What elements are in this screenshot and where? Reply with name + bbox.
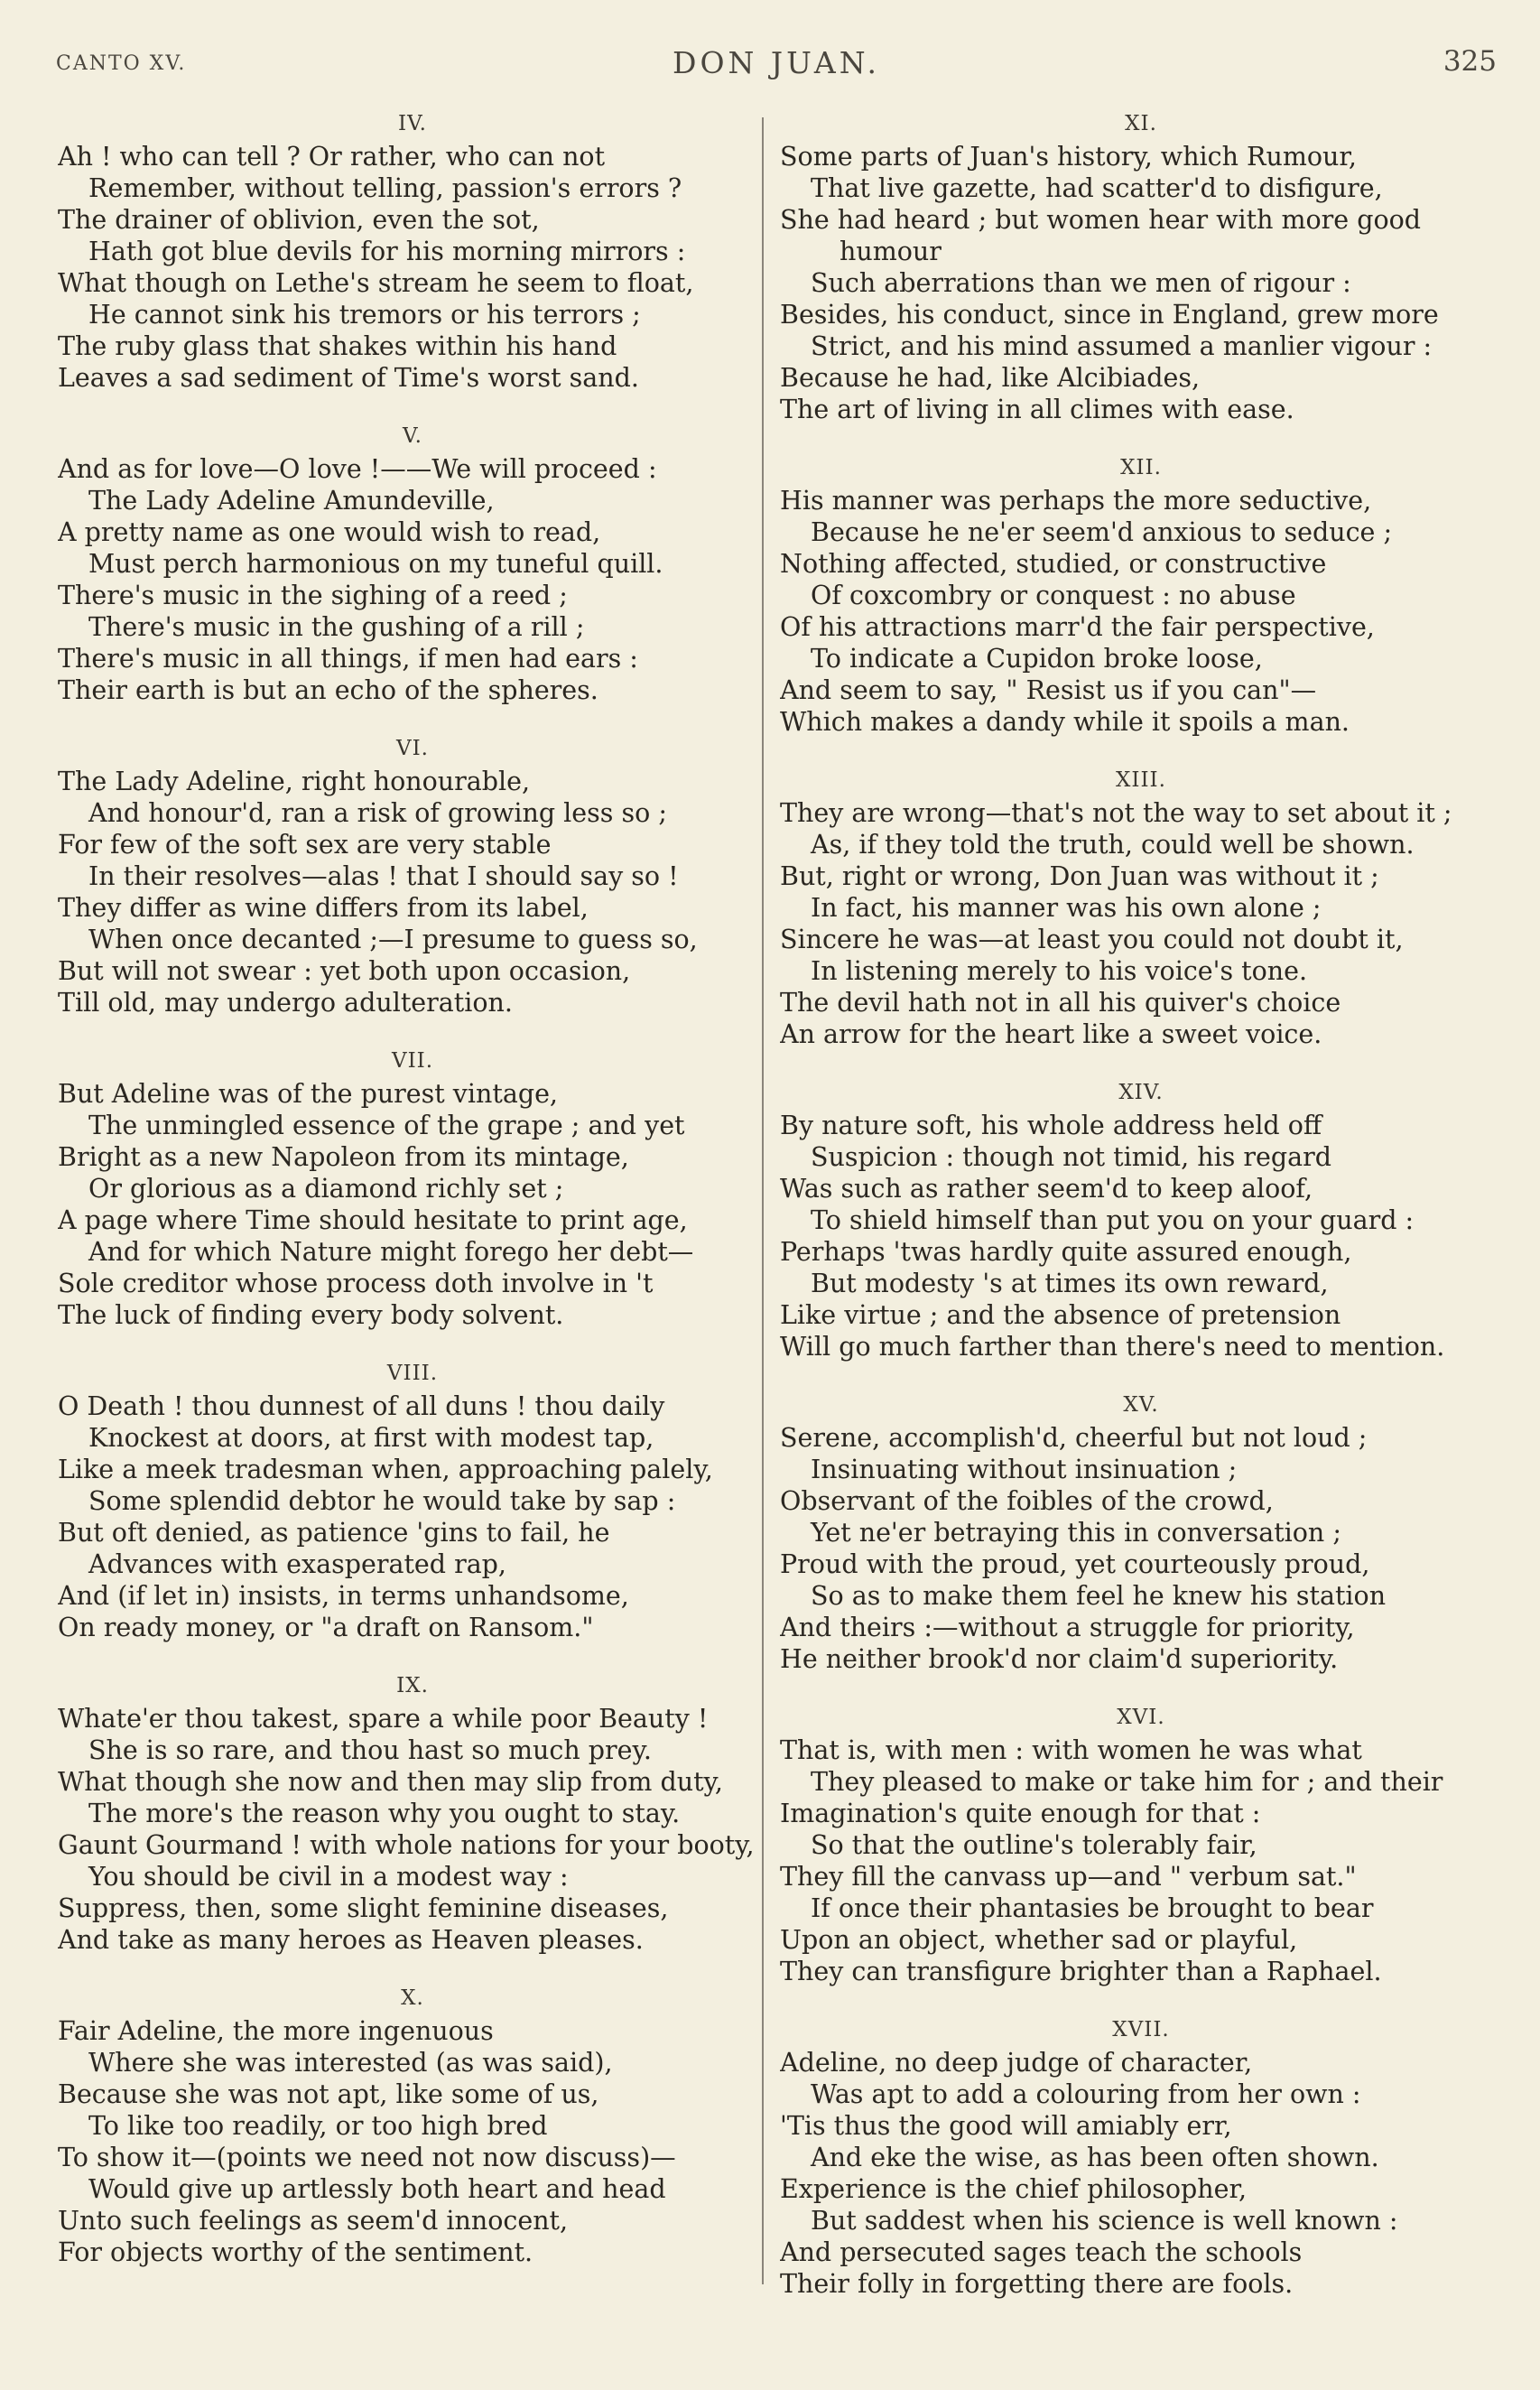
verse-line: Because he ne'er seem'd anxious to seduce ; [811,517,1393,547]
verse-line: And honour'd, ran a risk of growing less so ; [88,798,667,828]
verse-line: Of his attractions marr'd the fair perspective, [780,612,1375,642]
stanza-gap [58,394,767,419]
stanza-numeral: XII. [1120,456,1162,479]
stanza-gap [58,706,767,731]
verse-line: 'Tis thus the good will amiably err, [780,2111,1232,2141]
verse-line: But saddest when his science is well known : [811,2206,1398,2236]
verse-line: Hath got blue devils for his morning mirrors : [88,237,686,266]
verse-line: On ready money, or "a draft on Ransom." [58,1613,594,1642]
verse-line: Sole creditor whose process doth involve in 't [58,1269,654,1298]
verse-line: Leaves a sad sediment of Time's worst sand. [58,363,639,393]
stanza-numeral: VIII. [386,1362,439,1385]
verse-line: And seem to say, " Resist us if you can"— [780,675,1317,705]
verse-line: O Death ! thou dunnest of all duns ! thou daily [58,1391,665,1421]
stanza-gap [780,1987,1502,2013]
verse-line: A pretty name as one would wish to read, [58,517,601,547]
verse-line: The devil hath not in all his quiver's choice [780,988,1341,1018]
right-column [780,107,1502,2300]
stanza-numeral: VII. [391,1049,434,1073]
stanza-gap [780,1050,1502,1075]
verse-line: So that the outline's tolerably fair, [811,1830,1257,1860]
stanza [780,451,1502,738]
running-head-canto: CANTO XV. [56,52,187,75]
verse-line: Strict, and his mind assumed a manlier vigour : [811,331,1433,361]
verse-line: The Lady Adeline, right honourable, [58,767,531,796]
verse-line: Suppress, then, some slight feminine diseases, [58,1893,669,1923]
verse-line: For few of the soft sex are very stable [58,830,552,860]
verse-line: Remember, without telling, passion's errors ? [88,173,682,203]
verse-line: Unto such feelings as seem'd innocent, [58,2206,569,2236]
stanza [780,1388,1502,1675]
stanza-numeral: XV. [1123,1393,1159,1417]
verse-line: Serene, accomplish'd, cheerful but not loud ; [780,1423,1368,1453]
verse-line: A page where Time should hesitate to print age, [58,1205,688,1235]
stanza [58,1669,767,1956]
stanza-gap [780,1362,1502,1388]
stanza [58,731,767,1018]
verse-line: humour [840,237,942,266]
stanza-numeral: XI. [1125,112,1157,135]
verse-line: To like too readily, or too high bred [88,2111,548,2141]
verse-line: By nature soft, his whole address held off [780,1111,1322,1140]
verse-line: There's music in all things, if men had ears : [58,644,638,674]
stanza [780,2013,1502,2300]
verse-line: Till old, may undergo adulteration. [58,988,513,1018]
stanza-gap [780,425,1502,451]
verse-line: Like virtue ; and the absence of pretension [780,1300,1341,1330]
verse-line: To show it—(points we need not now discuss)— [58,2143,676,2172]
stanza-numeral: XVI. [1117,1706,1165,1729]
verse-line: As, if they told the truth, could well be shown. [811,830,1415,860]
stanza-numeral: XIV. [1118,1081,1164,1104]
stanza-numeral: X. [401,1986,424,2010]
verse-line: They pleased to make or take him for ; and their [811,1767,1443,1797]
stanza-gap [780,1675,1502,1700]
verse-line: What though she now and then may slip from duty, [58,1767,723,1797]
verse-line: Their earth is but an echo of the spheres. [58,675,598,705]
verse-line: When once decanted ;—I presume to guess so, [88,925,698,954]
verse-line: Their folly in forgetting there are fools. [780,2269,1294,2299]
verse-line: He neither brook'd nor claim'd superiority. [780,1644,1339,1674]
verse-line: Fair Adeline, the more ingenuous [58,2016,494,2046]
verse-line: The drainer of oblivion, even the sot, [58,205,540,235]
verse-line: In listening merely to his voice's tone. [811,956,1308,986]
verse-line: Advances with exasperated rap, [88,1549,506,1579]
verse-line: Observant of the foibles of the crowd, [780,1486,1274,1516]
stanza-numeral: XVII. [1112,2018,1170,2041]
stanza-gap [58,1018,767,1044]
verse-line: Experience is the chief philosopher, [780,2174,1248,2204]
verse-line: Insinuating without insinuation ; [811,1455,1238,1484]
verse-line: Sincere he was—at least you could not doubt it, [780,925,1404,954]
stanza-numeral: V. [403,424,422,448]
verse-line: And for which Nature might forego her debt— [88,1237,694,1267]
verse-line: But will not swear : yet both upon occasion, [58,956,631,986]
left-column [58,107,767,2268]
verse-line: If once their phantasies be brought to bear [811,1893,1374,1923]
stanza [780,1075,1502,1362]
verse-line: Like a meek tradesman when, approaching palely, [58,1455,713,1484]
verse-line: Which makes a dandy while it spoils a man. [780,707,1350,737]
verse-line: There's music in the gushing of a rill ; [88,612,585,642]
verse-line: You should be civil in a modest way : [88,1862,569,1892]
verse-line: And take as many heroes as Heaven pleases. [58,1925,644,1955]
verse-line: She had heard ; but women hear with more good [780,205,1422,235]
stanza [58,419,767,706]
stanza-numeral: XIII. [1116,768,1166,792]
verse-line: Was such as rather seem'd to keep aloof, [780,1174,1313,1204]
stanza-gap [58,1331,767,1356]
verse-line: But Adeline was of the purest vintage, [58,1079,558,1109]
verse-line: Must perch harmonious on my tuneful quill. [88,549,663,579]
verse-line: There's music in the sighing of a reed ; [58,581,568,610]
stanza [780,763,1502,1050]
verse-line: But oft denied, as patience 'gins to fail, he [58,1518,610,1548]
verse-line: Will go much farther than there's need to mention. [780,1332,1445,1362]
verse-line: What though on Lethe's stream he seem to float, [58,268,694,298]
verse-line: The more's the reason why you ought to stay. [88,1799,681,1828]
verse-line: Some parts of Juan's history, which Rumour, [780,142,1357,172]
verse-line: The unmingled essence of the grape ; and yet [88,1111,685,1140]
verse-line: They differ as wine differs from its label, [58,893,589,923]
verse-line: For objects worthy of the sentiment. [58,2237,533,2267]
verse-line: In fact, his manner was his own alone ; [811,893,1322,923]
running-head-title: DON JUAN. [673,45,880,80]
stanza [780,1700,1502,1987]
stanza [58,1356,767,1643]
verse-line: Would give up artlessly both heart and head [88,2174,666,2204]
verse-line: Or glorious as a diamond richly set ; [88,1174,564,1204]
verse-line: They are wrong—that's not the way to set about it ; [780,798,1452,828]
verse-line: The Lady Adeline Amundeville, [88,486,495,516]
stanza-gap [780,738,1502,763]
verse-line: Proud with the proud, yet courteously proud, [780,1549,1370,1579]
verse-line: To indicate a Cupidon broke loose, [811,644,1263,674]
verse-line: Bright as a new Napoleon from its mintage, [58,1142,629,1172]
verse-line: Where she was interested (as was said), [88,2048,613,2078]
verse-line: Such aberrations than we men of rigour : [811,268,1351,298]
verse-line: And eke the wise, as has been often shown. [811,2143,1379,2172]
verse-line: Yet ne'er betraying this in conversation ; [811,1518,1341,1548]
verse-line: So as to make them feel he knew his station [811,1581,1387,1611]
verse-line: Whate'er thou takest, spare a while poor Beauty ! [58,1704,709,1734]
stanza-gap [58,1643,767,1669]
stanza-gap [58,1956,767,1981]
verse-line: Besides, his conduct, since in England, grew more [780,300,1439,330]
verse-line: Adeline, no deep judge of character, [780,2048,1253,2078]
verse-line: Ah ! who can tell ? Or rather, who can not [58,142,606,172]
verse-line: The art of living in all climes with ease. [780,395,1294,424]
verse-line: They can transfigure brighter than a Raphael. [780,1957,1382,1986]
verse-line: That live gazette, had scatter'd to disfigure, [811,173,1383,203]
verse-line: Nothing affected, studied, or constructive [780,549,1327,579]
verse-line: Gaunt Gourmand ! with whole nations for your booty, [58,1830,755,1860]
verse-line: He cannot sink his tremors or his terrors ; [88,300,641,330]
verse-line: She is so rare, and thou hast so much prey. [88,1735,652,1765]
page-header [56,45,1497,87]
verse-line: In their resolves—alas ! that I should say so ! [88,861,679,891]
verse-line: Some splendid debtor he would take by sap : [88,1486,676,1516]
verse-line: To shield himself than put you on your guard : [811,1205,1415,1235]
stanza-numeral: VI. [395,737,429,760]
verse-line: The ruby glass that shakes within his hand [58,331,617,361]
stanza [58,1044,767,1331]
verse-line: Because she was not apt, like some of us, [58,2079,599,2109]
verse-line: Knockest at doors, at first with modest tap, [88,1423,654,1453]
stanza [58,107,767,394]
stanza [780,107,1502,425]
verse-line: And theirs :—without a struggle for priority, [780,1613,1355,1642]
verse-line: Because he had, like Alcibiades, [780,363,1201,393]
verse-line: And (if let in) insists, in terms unhandsome, [58,1581,629,1611]
verse-line: But modesty 's at times its own reward, [811,1269,1329,1298]
verse-line: And persecuted sages teach the schools [780,2237,1303,2267]
verse-line: But, right or wrong, Don Juan was without it ; [780,861,1379,891]
stanza-numeral: IX. [396,1674,429,1697]
page-number: 325 [1443,45,1497,78]
stanza-numeral: IV. [398,112,427,135]
verse-line: They fill the canvass up—and " verbum sat." [780,1862,1357,1892]
verse-line: And as for love—O love !——We will proceed : [58,454,657,484]
verse-line: Perhaps 'twas hardly quite assured enough, [780,1237,1352,1267]
verse-line: Upon an object, whether sad or playful, [780,1925,1298,1955]
verse-line: The luck of finding every body solvent. [58,1300,564,1330]
verse-line: Suspicion : though not timid, his regard [811,1142,1331,1172]
verse-line: Of coxcombry or conquest : no abuse [811,581,1296,610]
verse-line: Imagination's quite enough for that : [780,1799,1261,1828]
stanza [58,1981,767,2268]
verse-line: An arrow for the heart like a sweet voice. [780,1019,1322,1049]
verse-line: That is, with men : with women he was what [780,1735,1362,1765]
verse-line: Was apt to add a colouring from her own : [811,2079,1361,2109]
verse-line: His manner was perhaps the more seductive, [780,486,1372,516]
